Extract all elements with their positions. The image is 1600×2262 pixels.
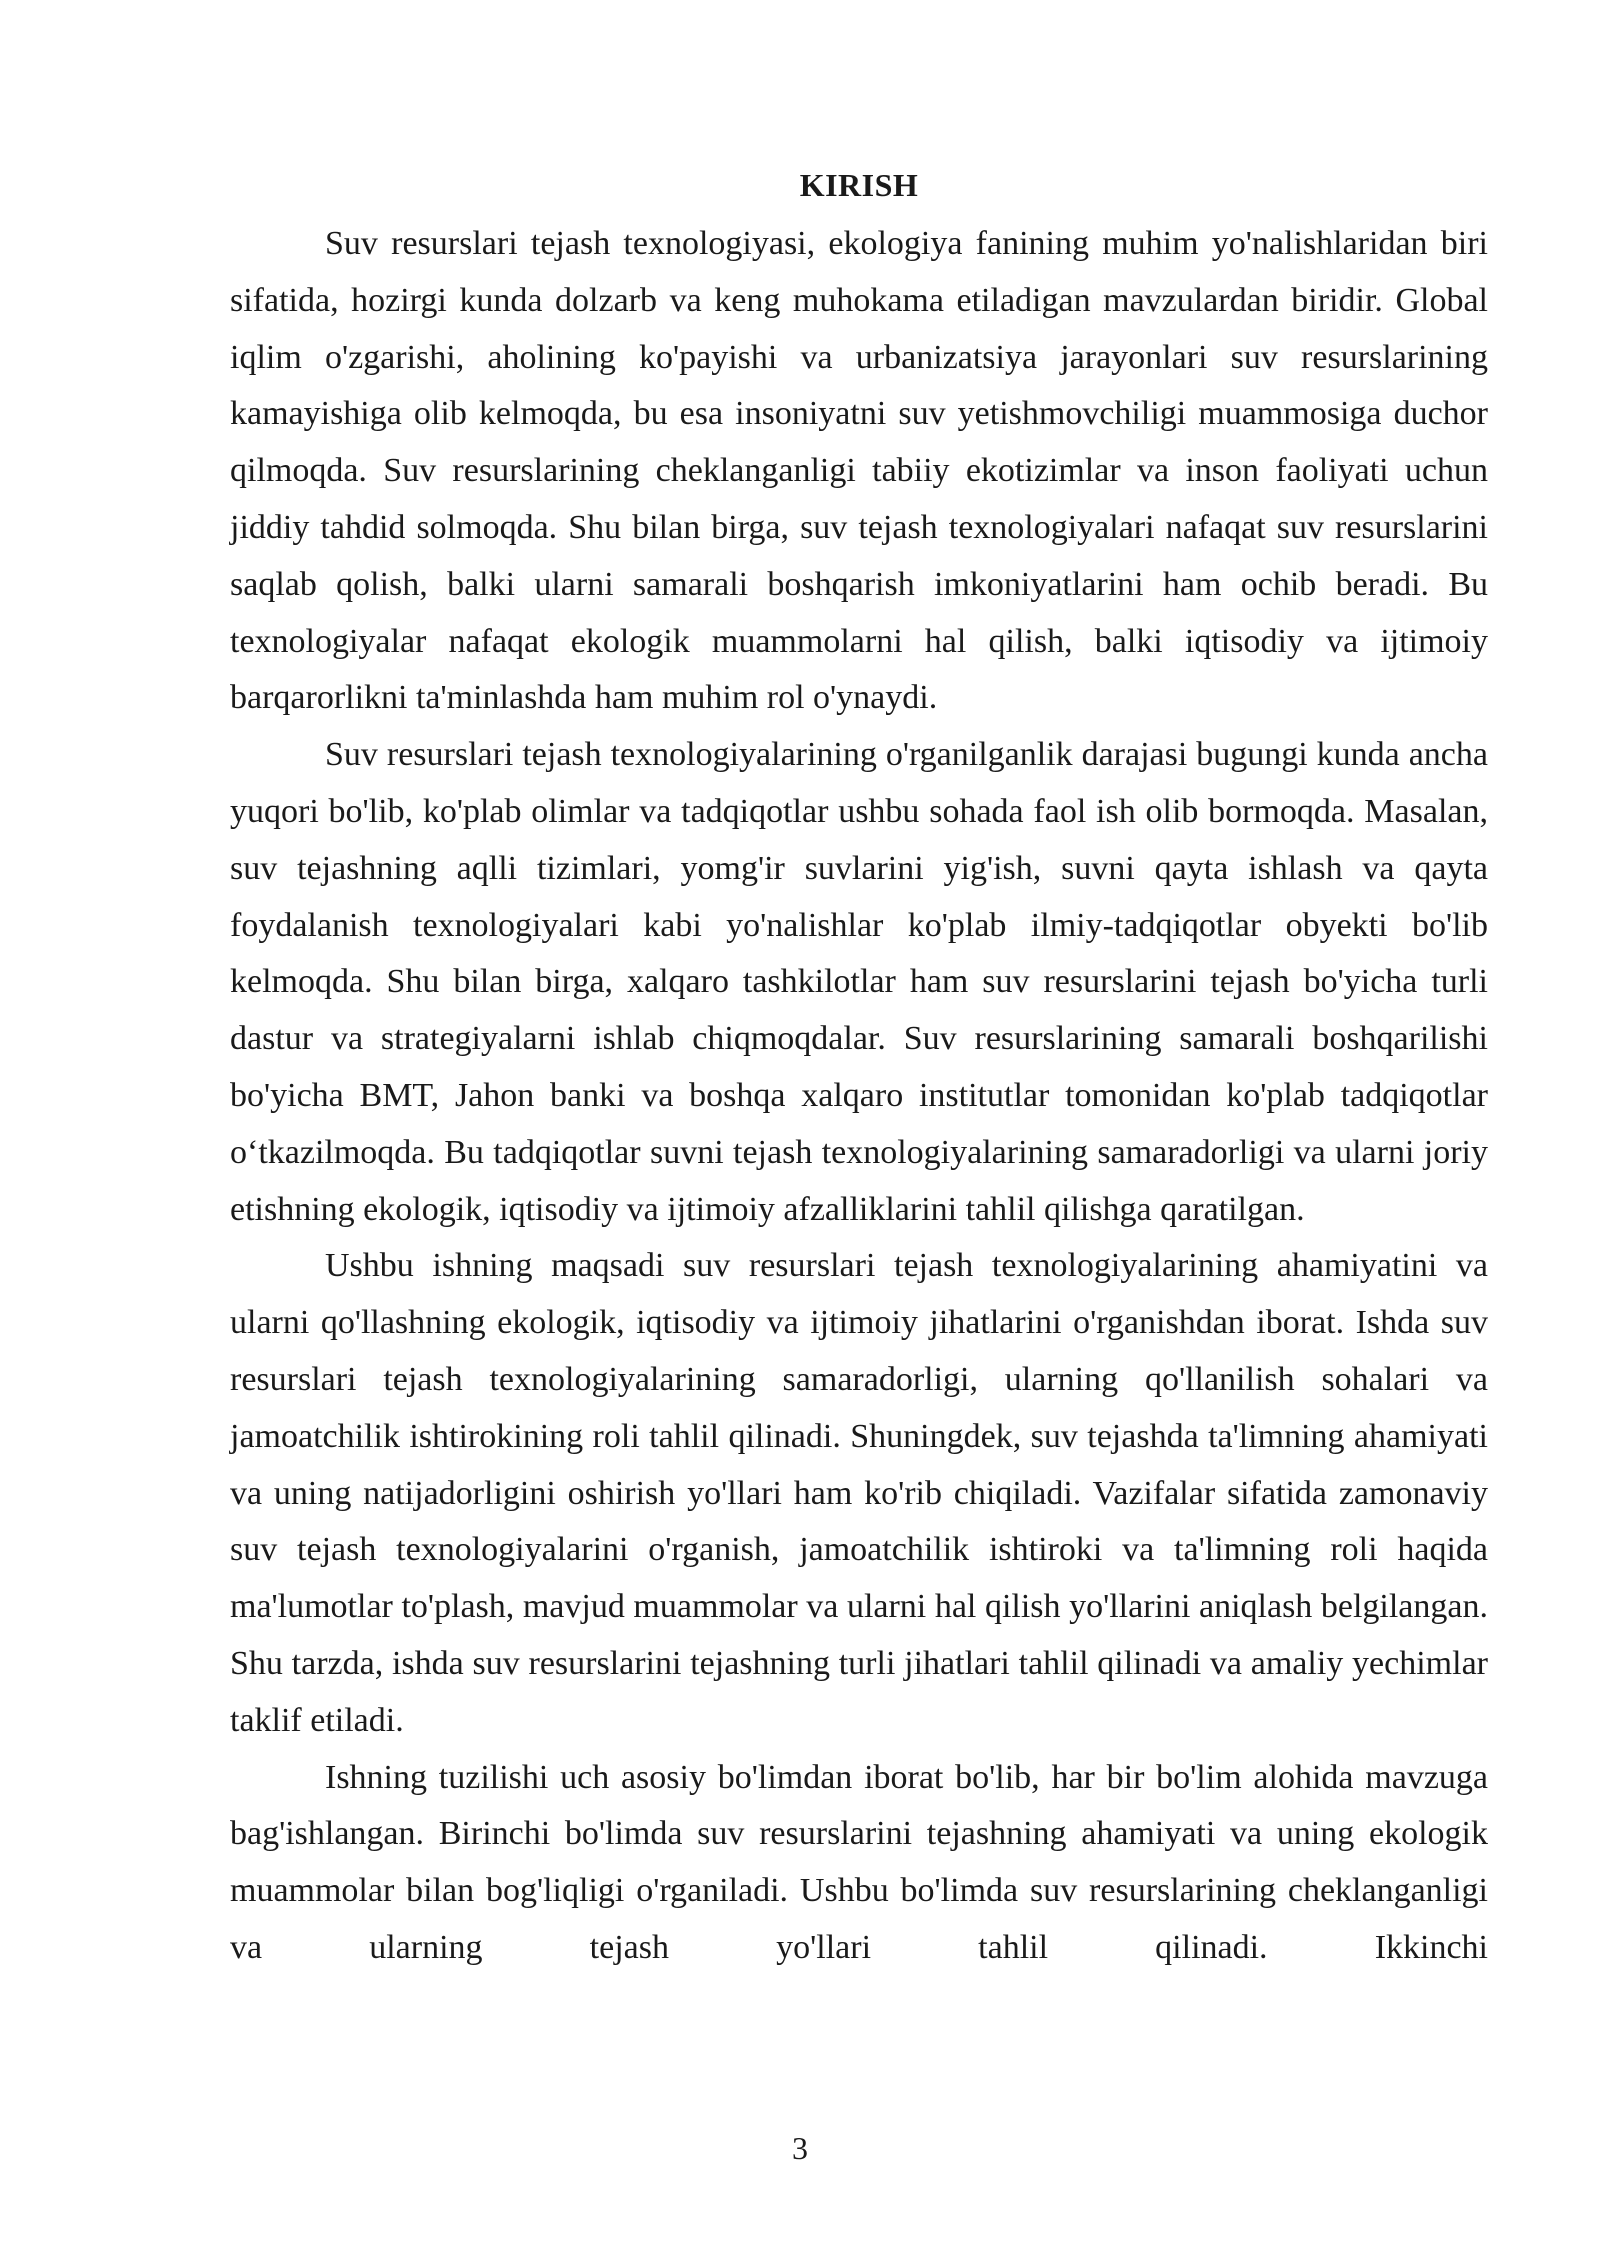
- page-number: 3: [792, 2130, 808, 2166]
- paragraph-1: Suv resurslari tejash texnologiyasi, ekologiya fanining muhim yo'nalishlaridan biri sifatida, hozirgi kunda dolzarb va keng muhokama etiladigan mavzulardan biridir. Global iqlim o'zgarishi, aholining ko'payishi va urbanizatsiya jarayonlari suv resurslarining kamayishiga olib kelmoqda, bu esa insoniyatni suv yetishmovchiligi muammosiga duchor qilmoqda. Suv resurslarining cheklanganligi tabiiy ekotizimlar va inson faoliyati uchun jiddiy tahdid solmoqda. Shu bilan birga, suv tejash texnologiyalari nafaqat suv resurslarini saqlab qolish, balki ularni samarali boshqarish imkoniyatlarini ham ochib beradi. Bu texnologiyalar nafaqat ekologik muammolarni hal qilish, balki iqtisodiy va ijtimoiy barqarorlikni ta'minlashda ham muhim rol o'ynaydi.: [230, 225, 1488, 717]
- paragraph-2: Suv resurslari tejash texnologiyalarining o'rganilganlik darajasi bugungi kunda ancha yuqori bo'lib, ko'plab olimlar va tadqiqotlar ushbu sohada faol ish olib bormoqda. Masalan, suv tejashning aqlli tizimlari, yomg'ir suvlarini yig'ish, suvni qayta ishlash va qayta foydalanish texnologiyalari kabi yo'nalishlar ko'plab ilmiy-tadqiqotlar obyekti bo'lib kelmoqda. Shu bilan birga, xalqaro tashkilotlar ham suv resurslarini tejash bo'yicha turli dastur va strategiyalarni ishlab chiqmoqdalar. Suv resurslarining samarali boshqarilishi bo'yicha BMT, Jahon banki va boshqa xalqaro institutlar tomonidan ko'plab tadqiqotlar o‘tkazilmoqda. Bu tadqiqotlar suvni tejash texnologiyalarining samaradorligi va ularni joriy etishning ekologik, iqtisodiy va ijtimoiy afzalliklarini tahlil qilishga qaratilgan.: [230, 736, 1488, 1228]
- paragraph-3: Ushbu ishning maqsadi suv resurslari tejash texnologiyalarining ahamiyatini va ularni qo'llashning ekologik, iqtisodiy va ijtimoiy jihatlarini o'rganishdan iborat. Ishda suv resurslari tejash texnologiyalarining samaradorligi, ularning qo'llanilish sohalari va jamoatchilik ishtirokining roli tahlil qilinadi. Shuningdek, suv tejashda ta'limning ahamiyati va uning natijadorligini oshirish yo'llari ham ko'rib chiqiladi. Vazifalar sifatida zamonaviy suv tejash texnologiyalarini o'rganish, jamoatchilik ishtiroki va ta'limning roli haqida ma'lumotlar to'plash, mavjud muammolar va ularni hal qilish yo'llarini aniqlash belgilangan. Shu tarzda, ishda suv resurslarini tejashning turli jihatlari tahlil qilinadi va amaliy yechimlar taklif etiladi.: [230, 1247, 1488, 1739]
- page-content: [230, 162, 1488, 1977]
- section-title: KIRISH: [799, 167, 919, 203]
- paragraph-4: Ishning tuzilishi uch asosiy bo'limdan iborat bo'lib, har bir bo'lim alohida mavzuga bag'ishlangan. Birinchi bo'limda suv resurslarini tejashning ahamiyati va uning ekologik muammolar bilan bog'liqligi o'rganiladi. Ushbu bo'limda suv resurslarining cheklanganligi va ularning tejash yo'llari tahlil qilinadi. Ikkinchi: [230, 1758, 1488, 1966]
